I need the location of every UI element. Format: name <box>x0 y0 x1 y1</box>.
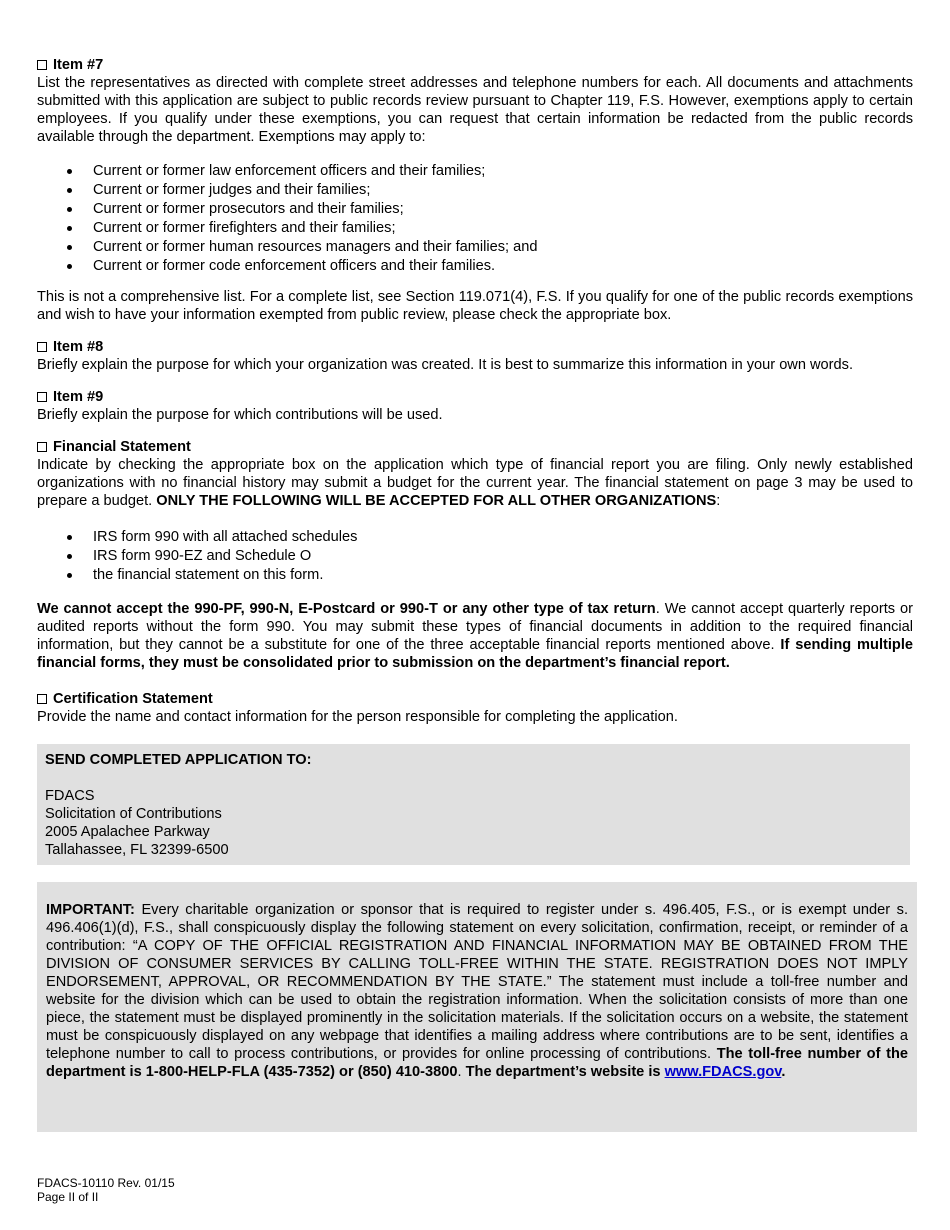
item9-heading: Item #9 <box>37 388 913 406</box>
important-label: IMPORTANT: <box>46 902 135 918</box>
checkbox-icon <box>37 342 47 352</box>
certification-section <box>37 690 913 726</box>
list-item: the financial statement on this form. <box>37 566 913 585</box>
bullet-icon <box>67 169 72 174</box>
form-number: FDACS-10110 Rev. 01/15 <box>37 1176 175 1190</box>
item8-section <box>37 338 913 374</box>
item9-section <box>37 388 913 424</box>
checkbox-icon <box>37 694 47 704</box>
mailing-address <box>45 787 902 859</box>
address-line: Solicitation of Contributions <box>45 806 222 822</box>
address-line: 2005 Apalachee Parkway <box>45 824 210 840</box>
bullet-icon <box>67 554 72 559</box>
financial-section <box>37 438 913 672</box>
bullet-icon <box>67 535 72 540</box>
financial-heading: Financial Statement <box>37 438 913 456</box>
checkbox-icon <box>37 392 47 402</box>
list-item: Current or former judges and their families; <box>37 181 913 200</box>
list-item: Current or former law enforcement officers and their families; <box>37 162 913 181</box>
list-item: Current or former firefighters and their families; <box>37 219 913 238</box>
list-item: Current or former prosecutors and their families; <box>37 200 913 219</box>
important-notice-box <box>37 882 917 1132</box>
bullet-icon <box>67 207 72 212</box>
page-number: Page II of II <box>37 1190 99 1204</box>
bullet-icon <box>67 245 72 250</box>
item7-heading: Item #7 <box>37 56 913 74</box>
financial-warning: We cannot accept the 990-PF, 990-N, E-Postcard or 990-T or any other type of tax return. We cannot accept quarterly reports or audited reports without the form 990. You may submit these types of financial documents in addition to the required financial information, but they cannot be a substitute for one of the three acceptable financial reports mentioned above. If sending multiple financial forms, they must be consolidated prior to submission on the department’s financial report. <box>37 601 913 671</box>
document-body <box>37 56 913 726</box>
address-line: Tallahassee, FL 32399-6500 <box>45 842 229 858</box>
checkbox-icon <box>37 442 47 452</box>
item7-note: This is not a comprehensive list. For a complete list, see Section 119.071(4), F.S. If you qualify for one of the public records exemptions and wish to have your information exempted from public review, please check the appropriate box. <box>37 289 913 323</box>
send-heading: SEND COMPLETED APPLICATION TO: <box>45 752 312 768</box>
certification-paragraph: Provide the name and contact information for the person responsible for completing the application. <box>37 709 678 725</box>
list-item: Current or former code enforcement officers and their families. <box>37 257 913 276</box>
list-item: IRS form 990 with all attached schedules <box>37 528 913 547</box>
exemption-list <box>37 162 913 276</box>
fdacs-website-link[interactable]: www.FDACS.gov <box>664 1064 782 1080</box>
item8-paragraph: Briefly explain the purpose for which your organization was created. It is best to summarize this information in your own words. <box>37 357 854 373</box>
accepted-forms-list <box>37 528 913 585</box>
certification-heading: Certification Statement <box>37 690 913 708</box>
list-item: IRS form 990-EZ and Schedule O <box>37 547 913 566</box>
bullet-icon <box>67 226 72 231</box>
bullet-icon <box>67 188 72 193</box>
item9-paragraph: Briefly explain the purpose for which contributions will be used. <box>37 407 443 423</box>
list-item: Current or former human resources managers and their families; and <box>37 238 913 257</box>
checkbox-icon <box>37 60 47 70</box>
item7-paragraph: List the representatives as directed with complete street addresses and telephone numbers for each. All documents and attachments submitted with this application are subject to public records review pursuant to Chapter 119, F.S. However, exemptions apply to certain employees. If you qualify under these exemptions, you can request that certain information be redacted from the public records available through the department. Exemptions may apply to: <box>37 75 913 145</box>
send-address-box <box>37 744 910 865</box>
address-line: FDACS <box>45 788 95 804</box>
item8-heading: Item #8 <box>37 338 913 356</box>
financial-paragraph: Indicate by checking the appropriate box on the application which type of financial report you are filing. Only newly established organizations with no financial history may submit a budget for the current year. The financial statement on page 3 may be used to prepare a budget. ONLY THE FOLLOWING WILL BE ACCEPTED FOR ALL OTHER ORGANIZATIONS: <box>37 457 913 509</box>
important-paragraph: IMPORTANT: Every charitable organization or sponsor that is required to register under s. 496.405, F.S., or is exempt under s. 496.406(1)(d), F.S., shall conspicuously display the following statement on every solicitation, confirmation, receipt, or reminder of a contribution: “A COPY OF THE OFFICIAL REGISTRATION AND FINANCIAL INFORMATION MAY BE OBTAINED FROM THE DIVISION OF CONSUMER SERVICES BY CALLING TOLL-FREE WITHIN THE STATE. REGISTRATION DOES NOT IMPLY ENDORSEMENT, APPROVAL, OR RECOMMENDATION BY THE STATE.” The statement must include a toll-free number and website for the division which can be used to obtain the registration information. When the solicitation consists of more than one piece, the statement must be displayed prominently in the solicitation materials. If the solicitation occurs on a website, the statement must be conspicuously displayed on any webpage that identifies a mailing address where contributions are to be sent, identifies a telephone number to call to process contributions, or provides for online processing of contributions. The toll-free number of the department is 1-800-HELP-FLA (435-7352) or (850) 410-3800. The department’s website is www.FDACS.gov. <box>46 902 908 1080</box>
bullet-icon <box>67 264 72 269</box>
item7-section <box>37 56 913 324</box>
bullet-icon <box>67 573 72 578</box>
page-footer <box>37 1176 175 1204</box>
